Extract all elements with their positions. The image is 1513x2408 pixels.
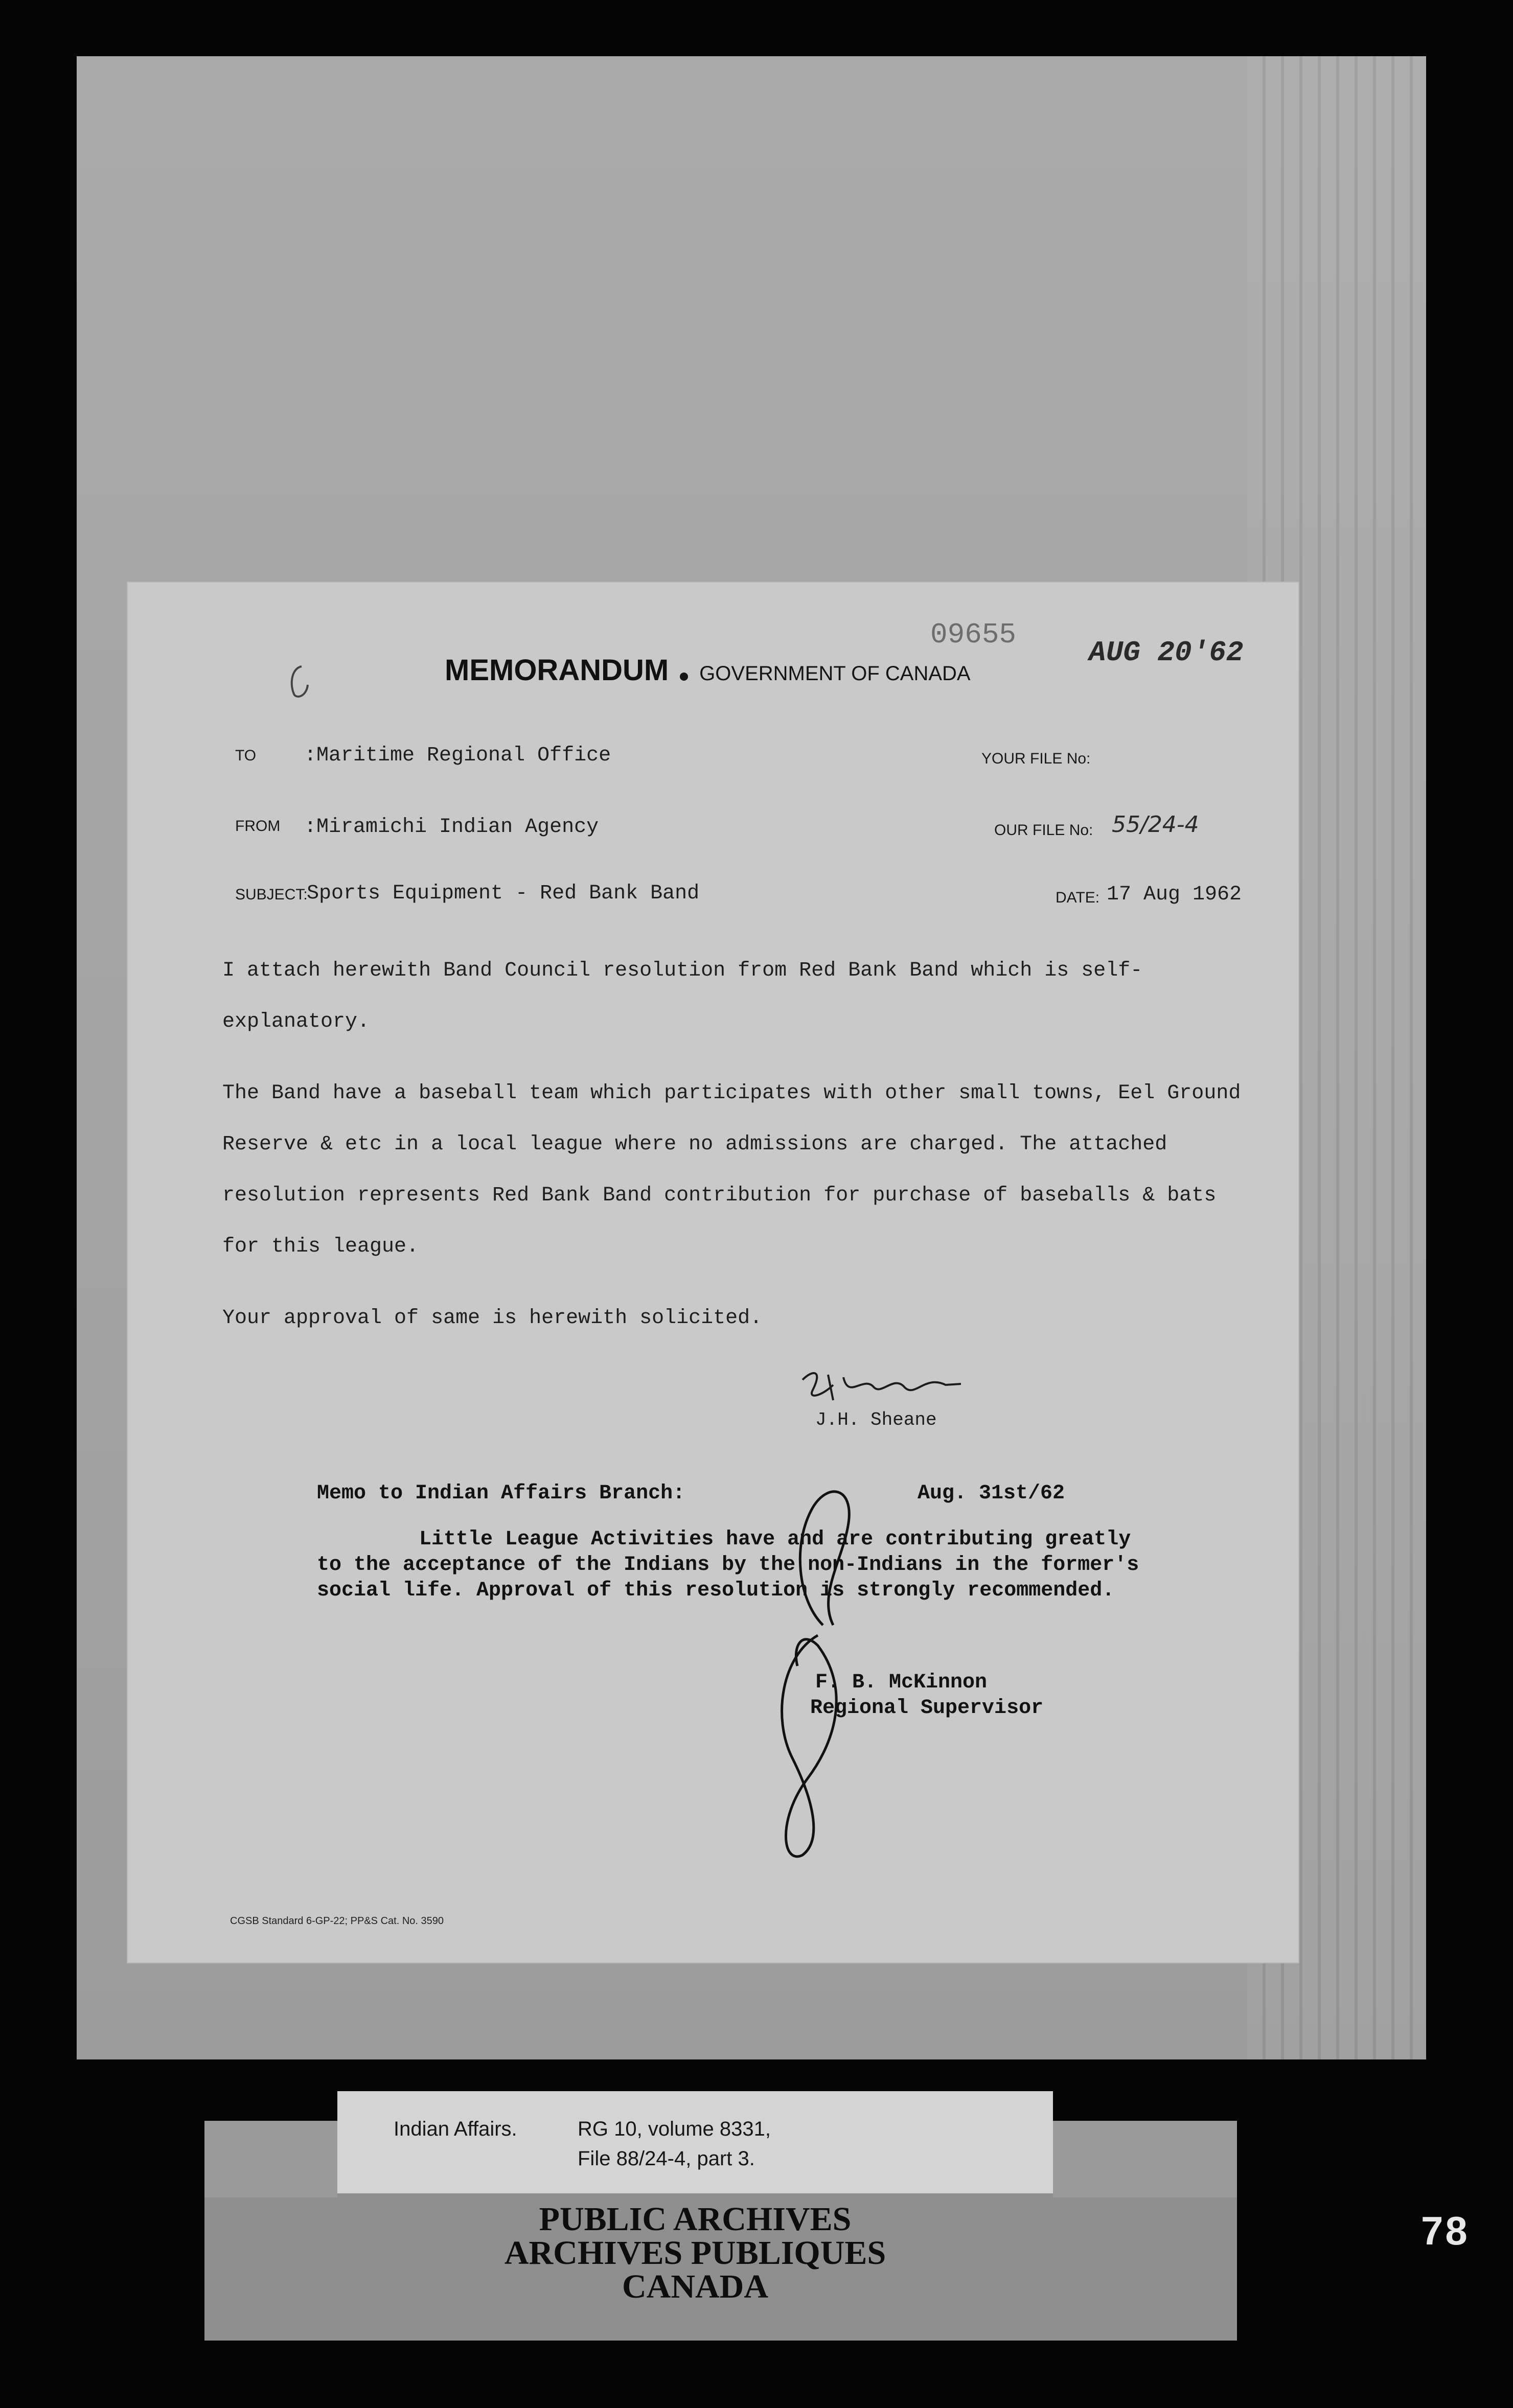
from-value: :Miramichi Indian Agency (304, 816, 599, 839)
our-file-label: OUR FILE No: (994, 822, 1093, 839)
public-archives-stamp (337, 2203, 1053, 2304)
archive-band-tab-right (1053, 2121, 1237, 2197)
note-date: Aug. 31st/62 (918, 1482, 1065, 1505)
date-label: DATE: (1056, 889, 1100, 906)
archive-department: Indian Affairs. (394, 2118, 517, 2140)
date-value: 17 Aug 1962 (1107, 883, 1242, 906)
microfilm-frame-number: 78 (1421, 2208, 1470, 2253)
note-line-3: social life. Approval of this resolution is strongly recommended. (317, 1579, 1115, 1602)
sheane-signature (792, 1364, 966, 1410)
archive-stamp-line-2: ARCHIVES PUBLIQUES (504, 2234, 886, 2272)
sheane-name: J.H. Sheane (815, 1409, 937, 1430)
body-line-5: resolution represents Red Bank Band contribution for purchase of baseballs & bats (222, 1184, 1217, 1207)
body-line-3: The Band have a baseball team which participates with other small towns, Eel Ground (222, 1082, 1241, 1105)
your-file-label: YOUR FILE No: (981, 750, 1091, 767)
memo-header (445, 653, 971, 687)
subject-value: Sports Equipment - Red Bank Band (307, 882, 700, 905)
body-line-2: explanatory. (222, 1010, 370, 1033)
header-bullet (680, 673, 688, 681)
archive-band-tab-left (204, 2121, 337, 2197)
archive-reference-card (337, 2091, 1053, 2193)
archive-stamp-line-1: PUBLIC ARCHIVES (539, 2201, 852, 2238)
mckinnon-signature-bottom (762, 1625, 864, 1860)
body-line-7: Your approval of same is herewith solicited. (222, 1307, 763, 1330)
to-value: :Maritime Regional Office (304, 744, 611, 767)
archive-file: File 88/24-4, part 3. (578, 2147, 755, 2170)
memorandum-sheet (128, 583, 1298, 1962)
memo-title: MEMORANDUM (445, 654, 669, 687)
from-label: FROM (235, 818, 281, 835)
received-stamp-date: AUG 20'62 (1089, 636, 1244, 669)
form-footer: CGSB Standard 6-GP-22; PP&S Cat. No. 3590 (230, 1915, 444, 1927)
mckinnon-signature-top (787, 1477, 869, 1630)
note-line-2: to the acceptance of the Indians by the non-Indians in the former's (317, 1554, 1139, 1577)
body-line-6: for this league. (222, 1235, 419, 1258)
memo-subtitle: GOVERNMENT OF CANADA (699, 662, 971, 685)
body-line-4: Reserve & etc in a local league where no admissions are charged. The attached (222, 1133, 1167, 1156)
note-heading: Memo to Indian Affairs Branch: (317, 1482, 685, 1505)
body-line-1: I attach herewith Band Council resolution from Red Bank Band which is self- (222, 959, 1143, 982)
mckinnon-title: Regional Supervisor (810, 1697, 1044, 1720)
to-label: TO (235, 747, 257, 764)
archive-stamp-line-3: CANADA (622, 2268, 768, 2305)
our-file-value: 55/24-4 (1112, 812, 1199, 838)
hole-punch-mark (286, 664, 312, 700)
archive-volume: RG 10, volume 8331, (578, 2118, 771, 2140)
subject-label: SUBJECT: (235, 886, 308, 903)
received-stamp-number: 09655 (930, 618, 1017, 651)
note-line-1: Little League Activities have and are contributing greatly (419, 1528, 1131, 1551)
mckinnon-name: F. B. McKinnon (815, 1671, 988, 1694)
